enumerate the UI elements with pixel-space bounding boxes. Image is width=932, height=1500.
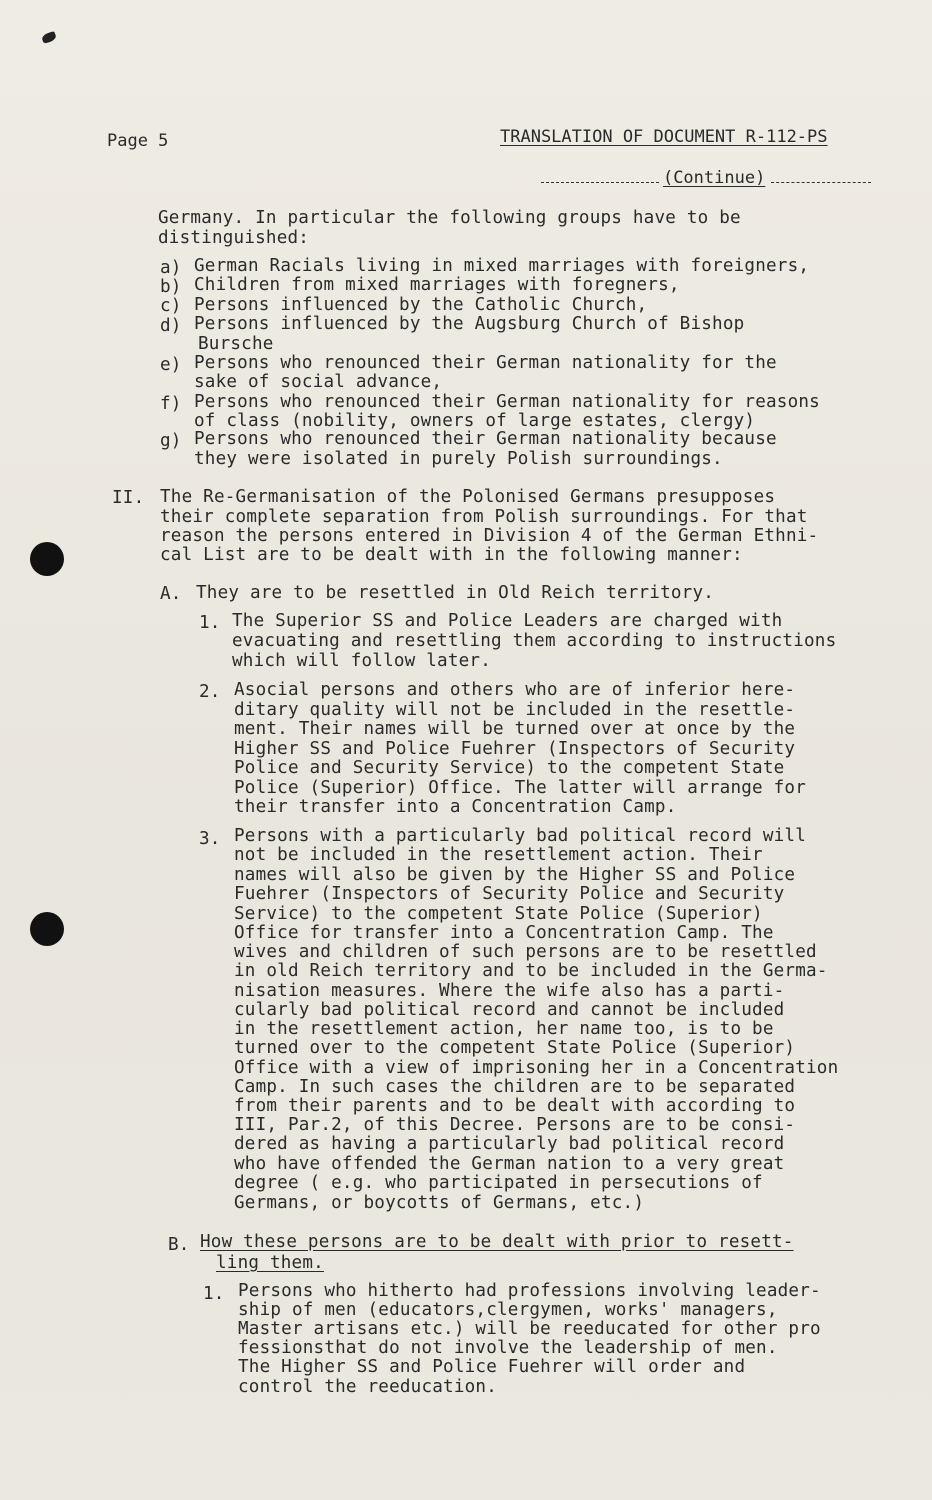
item-line: fessionsthat do not involve the leadership of men.	[238, 1338, 778, 1358]
section-ii-line: reason the persons entered in Division 4 of the German Ethni-	[160, 527, 819, 546]
punch-hole-bottom	[30, 912, 64, 946]
group-line: German Racials living in mixed marriages with foreigners,	[194, 256, 810, 276]
item-line: names will also be given by the Higher SS and Police	[234, 865, 796, 885]
item-line: Persons who hitherto had professions involving leader-	[238, 1281, 821, 1301]
item-marker: 3.	[199, 829, 221, 849]
group-line: Children from mixed marriages with foregners,	[194, 275, 680, 295]
item-line: their transfer into a Concentration Camp.	[234, 797, 677, 817]
section-b-heading: How these persons are to be dealt with prior to resett-	[200, 1232, 794, 1252]
group-marker: d)	[160, 316, 182, 336]
group-marker: c)	[160, 296, 182, 316]
item-marker: 1.	[203, 1284, 225, 1304]
ink-mark	[41, 31, 57, 44]
punch-hole-top	[30, 542, 64, 576]
item-line: Higher SS and Police Fuehrer (Inspectors of Security	[234, 739, 796, 759]
item-line: ment. Their names will be turned over at once by the	[234, 719, 796, 739]
page-number: Page 5	[107, 131, 169, 151]
group-marker: e)	[160, 355, 182, 375]
item-line: nisation measures. Where the wife also has a parti-	[234, 981, 785, 1001]
document-title: TRANSLATION OF DOCUMENT R-112-PS	[500, 127, 828, 147]
item-line: not be included in the resettlement action. Their	[234, 845, 763, 865]
item-line: The Higher SS and Police Fuehrer will order and	[238, 1357, 746, 1377]
item-line: turned over to the competent State Police (Superior)	[234, 1038, 796, 1058]
group-line: Persons who renounced their German nationality for reasons	[194, 393, 820, 412]
item-line: III, Par.2, of this Decree. Persons are to be consi-	[234, 1115, 796, 1135]
item-line: wives and children of such persons are to be resettled	[234, 942, 817, 962]
item-line: The Superior SS and Police Leaders are charged with	[232, 611, 783, 631]
item-line: who have offended the German nation to a very great	[234, 1154, 785, 1174]
item-line: Fuehrer (Inspectors of Security Police and Security	[234, 884, 785, 904]
section-b-heading: ling them.	[216, 1253, 324, 1273]
item-line: ditary quality will not be included in the resettle-	[234, 700, 796, 720]
item-line: cularly bad political record and cannot be included	[234, 1000, 785, 1020]
item-line: in old Reich territory and to be included in the Germa-	[234, 962, 828, 981]
item-line: Police and Security Service) to the competent State	[234, 758, 785, 778]
item-line: ship of men (educators,clergymen, works' managers,	[238, 1300, 778, 1320]
item-line: Service) to the competent State Police (Superior)	[234, 904, 763, 924]
group-line: of class (nobility, owners of large estates, clergy)	[194, 411, 756, 431]
group-marker: a)	[160, 258, 182, 278]
item-line: Germans, or boycotts of Germans, etc.)	[234, 1193, 645, 1213]
item-line: degree ( e.g. who participated in persecutions of	[234, 1173, 763, 1193]
group-marker: g)	[160, 431, 182, 451]
item-line: from their parents and to be dealt with according to	[234, 1096, 796, 1116]
group-line: Persons influenced by the Augsburg Church of Bishop	[194, 314, 745, 334]
item-line: dered as having a particularly bad political record	[234, 1134, 785, 1154]
item-marker: 1.	[199, 613, 221, 633]
section-a-heading: They are to be resettled in Old Reich territory.	[196, 583, 715, 603]
continued-label	[500, 148, 878, 208]
group-line: Persons who renounced their German nationality because	[194, 429, 777, 449]
item-line: Office for transfer into a Concentration Camp. The	[234, 923, 774, 943]
item-line: Master artisans etc.) will be reeducated for other pro	[238, 1320, 821, 1339]
item-line: control the reeducation.	[238, 1377, 498, 1397]
group-line: sake of social advance,	[194, 372, 443, 392]
item-line: which will follow later.	[232, 651, 492, 671]
section-a-marker: A.	[160, 584, 182, 604]
group-line: they were isolated in purely Polish surroundings.	[194, 449, 723, 469]
item-marker: 2.	[199, 682, 221, 702]
item-line: in the resettlement action, her name too, is to be	[234, 1019, 774, 1039]
item-line: Office with a view of imprisoning her in a Concentration	[234, 1059, 839, 1078]
intro-line: distinguished:	[158, 228, 310, 248]
section-ii-line: cal List are to be dealt with in the following manner:	[160, 545, 743, 565]
item-line: Persons with a particularly bad political record will	[234, 826, 806, 846]
group-marker: f)	[160, 394, 182, 414]
section-b-marker: B.	[168, 1235, 190, 1255]
group-line: Persons influenced by the Catholic Church,	[194, 295, 648, 315]
continued-text: (Continue)	[662, 168, 766, 188]
group-line: Bursche	[198, 334, 274, 354]
group-marker: b)	[160, 277, 182, 297]
item-line: Camp. In such cases the children are to be separated	[234, 1077, 796, 1097]
item-line: evacuating and resettling them according to instructions	[232, 632, 837, 651]
section-ii-line: their complete separation from Polish surroundings. For that	[160, 507, 808, 527]
group-line: Persons who renounced their German nationality for the	[194, 353, 777, 373]
intro-line: Germany. In particular the following groups have to be	[158, 208, 741, 228]
section-ii-line: The Re-Germanisation of the Polonised Germans presupposes	[160, 487, 776, 507]
item-line: Asocial persons and others who are of inferior here-	[234, 680, 796, 700]
section-ii-number: II.	[112, 488, 145, 508]
item-line: Police (Superior) Office. The latter will arrange for	[234, 778, 806, 798]
